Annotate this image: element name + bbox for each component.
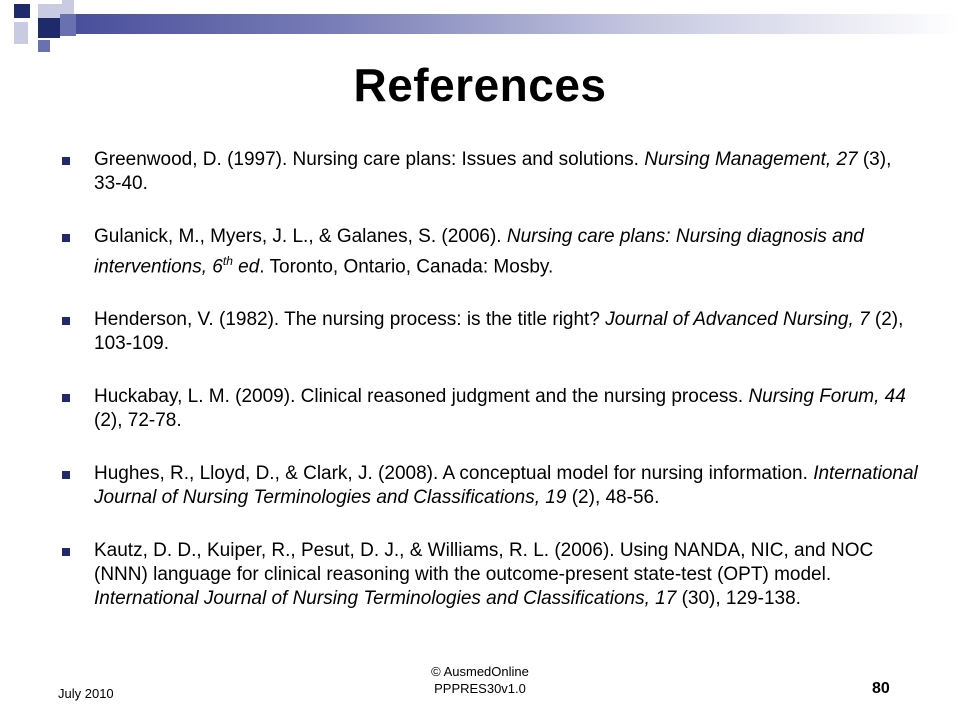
reference-item (60, 462, 920, 510)
reference-text (94, 308, 920, 356)
reference-part: (2), 103-109. (94, 309, 904, 355)
top-gradient-bar (76, 14, 960, 34)
reference-part: (30), 129-138. (676, 588, 801, 610)
reference-item (60, 148, 920, 196)
reference-item (60, 385, 920, 433)
slide-title: References (353, 59, 607, 111)
bullet-icon (62, 394, 70, 402)
reference-part: . Toronto, Ontario, Canada: Mosby. (259, 256, 554, 278)
reference-item (60, 308, 920, 356)
footer-date: July 2010 (58, 686, 114, 701)
reference-part: Henderson, V. (1982). The nursing process: is the title right? (94, 309, 606, 331)
reference-italic-part: International Journal of Nursing Terminologies and Classifications, 17 (94, 588, 677, 610)
reference-part: Kautz, D. D., Kuiper, R., Pesut, D. J., & Williams, R. L. (2006). Using NANDA, NIC, and NOC (NNN) language for clinical reasoning with the outcome-present state-test (OPT) model. (94, 540, 874, 586)
reference-italic-part: Nursing care plans: Nursing diagnosis and interventions, 6 (94, 226, 864, 278)
reference-part: (2), 48-56. (566, 487, 660, 509)
reference-italic-part: Nursing Forum, 44 (748, 386, 906, 408)
bullet-icon (62, 317, 70, 325)
bullet-icon (62, 548, 70, 556)
reference-list (60, 148, 920, 640)
reference-part: (3), 33-40. (94, 149, 892, 194)
reference-italic-part: Nursing Management, 27 (644, 149, 858, 170)
reference-text (94, 225, 920, 279)
reference-italic-part: th (222, 254, 233, 268)
reference-item (60, 225, 920, 279)
footer-copyright: © AusmedOnline (431, 664, 529, 679)
bullet-icon (62, 234, 70, 242)
bullet-icon (62, 157, 70, 165)
reference-text (94, 385, 920, 433)
reference-text (94, 148, 920, 196)
reference-text (94, 462, 920, 510)
bullet-icon (62, 471, 70, 479)
footer-copyright-block (380, 663, 580, 697)
reference-part: Greenwood, D. (1997). Nursing care plans: Issues and solutions. (94, 149, 645, 170)
reference-italic-part: International Journal of Nursing Terminologies and Classifications, 19 (94, 463, 918, 509)
reference-part: (2), 72-78. (94, 410, 182, 432)
reference-text (94, 539, 920, 611)
footer-code: PPPRES30v1.0 (434, 681, 526, 696)
reference-part: Huckabay, L. M. (2009). Clinical reasoned judgment and the nursing process. (94, 386, 749, 408)
reference-italic-part: Journal of Advanced Nursing, 7 (605, 309, 870, 331)
reference-item (60, 539, 920, 611)
reference-part: Hughes, R., Lloyd, D., & Clark, J. (2008). A conceptual model for nursing information. (94, 463, 814, 485)
reference-italic-part: ed (232, 256, 260, 278)
reference-part: Gulanick, M., Myers, J. L., & Galanes, S. (2006). (94, 226, 507, 247)
slide-number: 80 (872, 680, 890, 697)
